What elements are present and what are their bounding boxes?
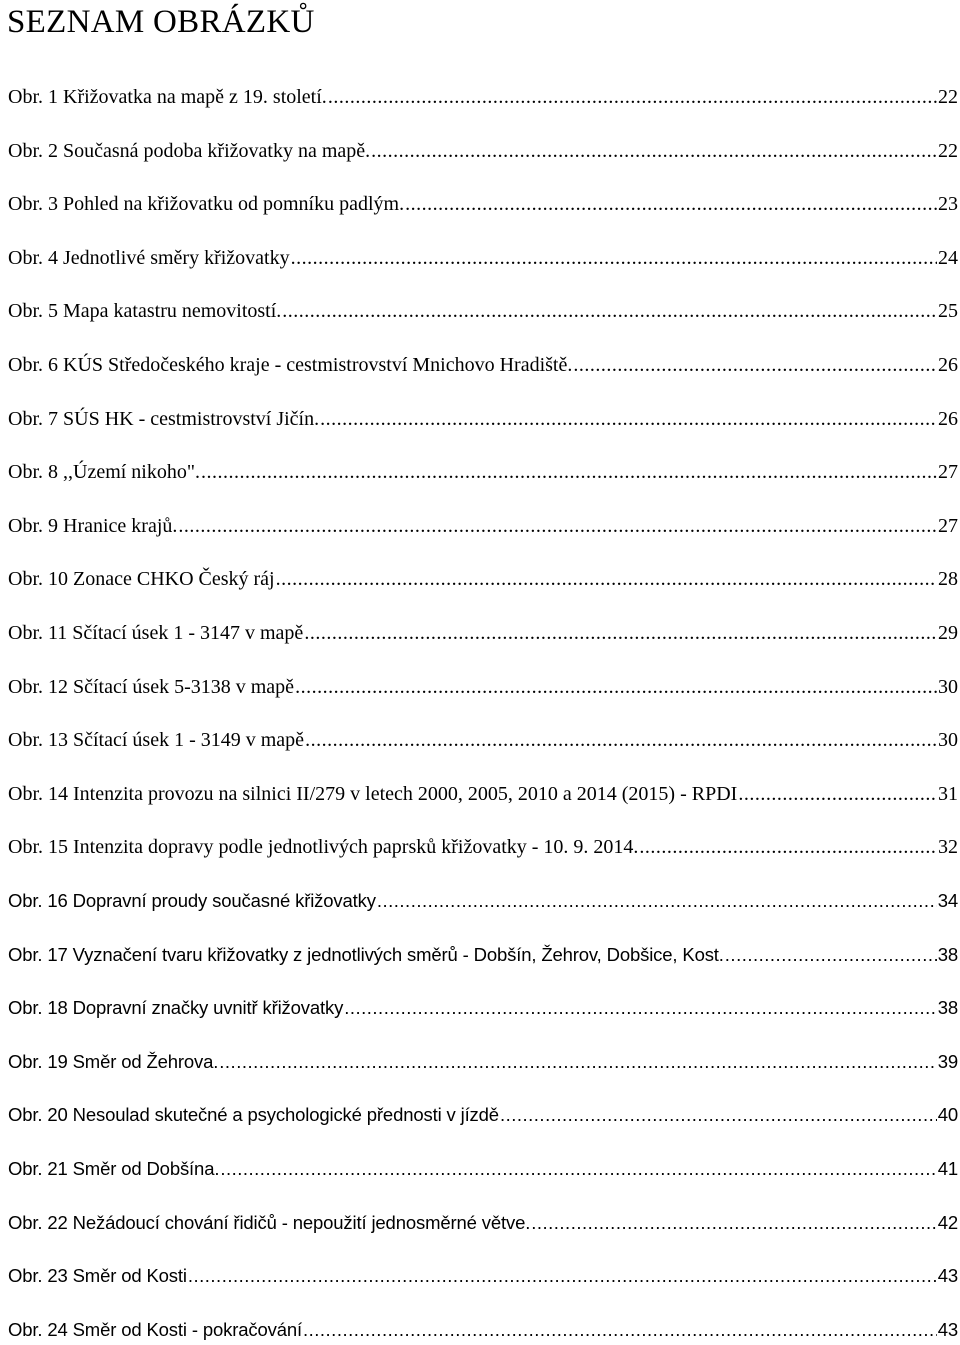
toc-entry-page-number: 29 [938,622,958,644]
toc-entry-label: Obr. 6 KÚS Středočeského kraje - cestmistrovství Mnichovo Hradiště. [8,354,573,376]
page-title: SEZNAM OBRÁZKŮ [7,4,315,40]
toc-dot-leader [377,886,937,916]
toc-dot-leader [220,1154,936,1184]
toc-entry-label: Obr. 13 Sčítací úsek 1 - 3149 v mapě [8,729,305,752]
toc-dot-leader [188,1261,937,1291]
toc-dot-leader [291,243,937,273]
toc-entry[interactable] [8,886,958,916]
toc-entry-page-number: 38 [937,997,958,1019]
toc-dot-leader [201,457,937,487]
toc-entry-label: Obr. 21 Směr od Dobšína. [8,1158,220,1179]
toc-entry-label: Obr. 14 Intenzita provozu na silnici II/279 v letech 2000, 2005, 2010 a 2014 (2015) - RPDI [8,782,738,805]
toc-entry-label: Obr. 15 Intenzita dopravy podle jednotlivých paprsků křižovatky - 10. 9. 2014. [8,836,639,859]
toc-dot-leader [219,1047,936,1077]
toc-entry-label: Obr. 22 Nežádoucí chování řidičů - nepoužití jednosměrné větve. [8,1211,531,1233]
toc-entry-page-number: 28 [938,568,958,591]
toc-entry-label: Obr. 11 Sčítací úsek 1 - 3147 v mapě [8,622,304,644]
toc-entry[interactable] [8,1261,958,1291]
toc-entry[interactable] [8,1047,958,1077]
toc-entry[interactable] [8,1315,958,1345]
toc-entry-label: Obr. 19 Směr od Žehrova. [8,1050,219,1072]
toc-entry-label: Obr. 1 Křižovatka na mapě z 19. století. [8,86,327,108]
toc-entry[interactable] [8,1100,958,1130]
toc-dot-leader [276,564,937,594]
toc-entry-page-number: 27 [938,461,958,484]
toc-entry[interactable] [8,404,958,434]
toc-entry-page-number: 32 [938,836,958,859]
toc-dot-leader [328,82,937,112]
toc-entry-page-number: 24 [938,246,958,269]
toc-entry-label: Obr. 23 Směr od Kosti [8,1265,187,1287]
toc-dot-leader [500,1100,937,1130]
toc-entry-page-number: 22 [938,139,958,162]
toc-dot-leader [405,189,937,219]
toc-entry-page-number: 25 [938,300,958,323]
toc-entry[interactable] [8,725,958,755]
toc-entry-page-number: 39 [937,1050,958,1072]
toc-dot-leader [639,832,937,862]
toc-entry[interactable] [8,136,958,166]
toc-entry-page-number: 27 [938,514,958,537]
toc-dot-leader [320,404,937,434]
toc-entry-label: Obr. 18 Dopravní značky uvnitř křižovatky [8,997,344,1019]
toc-entry-label: Obr. 20 Nesoulad skutečné a psychologické přednosti v jízdě [8,1104,499,1126]
toc-entry[interactable] [8,511,958,541]
toc-entry-label: Obr. 17 Vyznačení tvaru křižovatky z jednotlivých směrů - Dobšín, Žehrov, Dobšice, Kost. [8,943,724,965]
toc-entry-label: Obr. 10 Zonace CHKO Český ráj [8,568,275,591]
toc-entry-label: Obr. 5 Mapa katastru nemovitostí. [8,300,282,323]
toc-entry[interactable] [8,564,958,594]
toc-dot-leader [303,1315,937,1345]
toc-dot-leader [371,136,937,166]
toc-entry[interactable] [8,1208,958,1238]
toc-entry-page-number: 22 [938,86,958,108]
toc-entry-label: Obr. 2 Současná podoba křižovatky na mapě. [8,139,371,162]
toc-entry[interactable] [8,243,958,273]
toc-entry-page-number: 40 [937,1104,958,1126]
toc-entry[interactable] [8,189,958,219]
toc-entry-page-number: 34 [937,890,958,911]
toc-entry-page-number: 23 [938,193,958,216]
toc-entry[interactable] [8,940,958,970]
toc-dot-leader [305,725,937,755]
toc-dot-leader [531,1208,937,1238]
toc-entry-page-number: 30 [938,729,958,752]
toc-entry[interactable] [8,296,958,326]
toc-entry-page-number: 42 [937,1211,958,1233]
toc-entry-page-number: 43 [937,1318,958,1340]
toc-dot-leader [304,618,937,648]
toc-entry-label: Obr. 24 Směr od Kosti - pokračování [8,1318,302,1340]
toc-dot-leader [295,672,937,702]
toc-entry-label: Obr. 8 ,,Území nikoho". [8,461,201,484]
toc-entry-page-number: 30 [938,675,958,698]
toc-entry-page-number: 31 [938,782,958,805]
toc-entry-label: Obr. 3 Pohled na křižovatku od pomníku padlým. [8,193,405,216]
toc-entry[interactable] [8,993,958,1023]
toc-entry[interactable] [8,779,958,809]
toc-entry[interactable] [8,457,958,487]
toc-dot-leader [725,940,937,970]
toc-dot-leader [573,350,937,380]
toc-entry-page-number: 38 [937,943,958,965]
toc-entry-label: Obr. 16 Dopravní proudy současné křižovatky [8,890,376,911]
toc-entry[interactable] [8,1154,958,1184]
toc-entry-label: Obr. 12 Sčítací úsek 5-3138 v mapě [8,675,295,698]
toc-dot-leader [344,993,937,1023]
toc-entry[interactable] [8,618,958,648]
toc-entry-label: Obr. 7 SÚS HK - cestmistrovství Jičín. [8,407,320,430]
toc-entry[interactable] [8,82,958,112]
toc-dot-leader [738,779,937,809]
toc-entry[interactable] [8,350,958,380]
toc-entry-page-number: 26 [938,407,958,430]
toc-entry[interactable] [8,672,958,702]
toc-entry-page-number: 41 [937,1158,958,1179]
toc-dot-leader [178,511,937,541]
toc-entry-page-number: 43 [937,1265,958,1287]
toc-entry-page-number: 26 [938,354,958,376]
toc-entry-label: Obr. 4 Jednotlivé směry křižovatky [8,246,290,269]
toc-entry[interactable] [8,832,958,862]
toc-entry-label: Obr. 9 Hranice krajů. [8,514,178,537]
toc-dot-leader [282,296,937,326]
